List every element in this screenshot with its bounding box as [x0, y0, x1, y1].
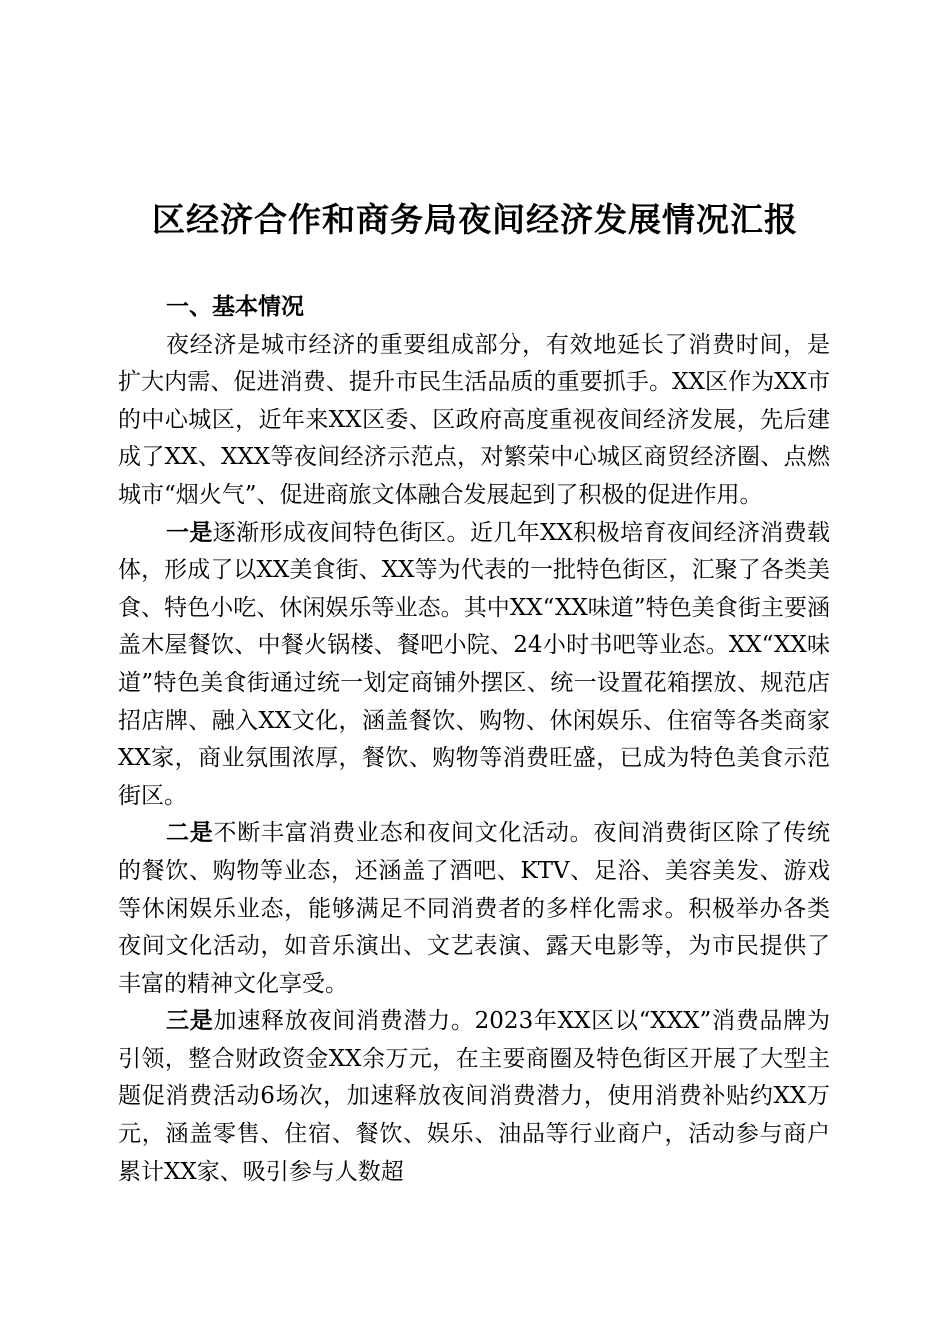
section-heading: 一、基本情况: [166, 294, 304, 320]
point-paragraph-2: [118, 815, 830, 1003]
point-paragraph-3: [118, 1003, 830, 1191]
point-paragraph-1: [118, 515, 830, 816]
point-text: 逐渐形成夜间特色街区。近几年XX积极培育夜间经济消费载体，形成了以XX美食街、XX等为代表的一批特色街区，汇聚了各类美食、特色小吃、休闲娱乐等业态。其中XX“XX味道”特色美食街主要涵盖木屋餐饮、中餐火锅楼、餐吧小院、24小时书吧等业态。XX“XX味道”特色美食街通过统一划定商铺外摆区、统一设置花箱摆放、规范店招店牌、融入XX文化，涵盖餐饮、购物、休闲娱乐、住宿等各类商家XX家，商业氛围浓厚，餐饮、购物等消费旺盛，已成为特色美食示范街区。: [118, 519, 831, 809]
point-lead: 三是: [166, 1008, 214, 1035]
point-text: 加速释放夜间消费潜力。2023年XX区以“XXX”消费品牌为引领，整合财政资金XX余万元，在主要商圈及特色街区开展了大型主题促消费活动6场次，加速释放夜间消费潜力，使用消费补贴约XX万元，涵盖零售、住宿、餐饮、娱乐、油品等行业商户，活动参与商户累计XX家、吸引参与人数超: [118, 1008, 831, 1185]
document-body: [118, 289, 830, 1191]
point-lead: 二是: [166, 820, 214, 847]
point-lead: 一是: [166, 519, 213, 546]
intro-paragraph: 夜经济是城市经济的重要组成部分，有效地延长了消费时间，是扩大内需、促进消费、提升市民生活品质的重要抓手。XX区作为XX市的中心城区，近年来XX区委、区政府高度重视夜间经济发展，先后建成了XX、XXX等夜间经济示范点，对繁荣中心城区商贸经济圈、点燃城市“烟火气”、促进商旅文体融合发展起到了积极的促进作用。: [118, 331, 830, 508]
point-text: 不断丰富消费业态和夜间文化活动。夜间消费街区除了传统的餐饮、购物等业态，还涵盖了酒吧、KTV、足浴、美容美发、游戏等休闲娱乐业态，能够满足不同消费者的多样化需求。积极举办各类夜间文化活动，如音乐演出、文艺表演、露天电影等，为市民提供了丰富的精神文化享受。: [118, 820, 831, 997]
document-title: 区经济合作和商务局夜间经济发展情况汇报: [152, 200, 798, 239]
